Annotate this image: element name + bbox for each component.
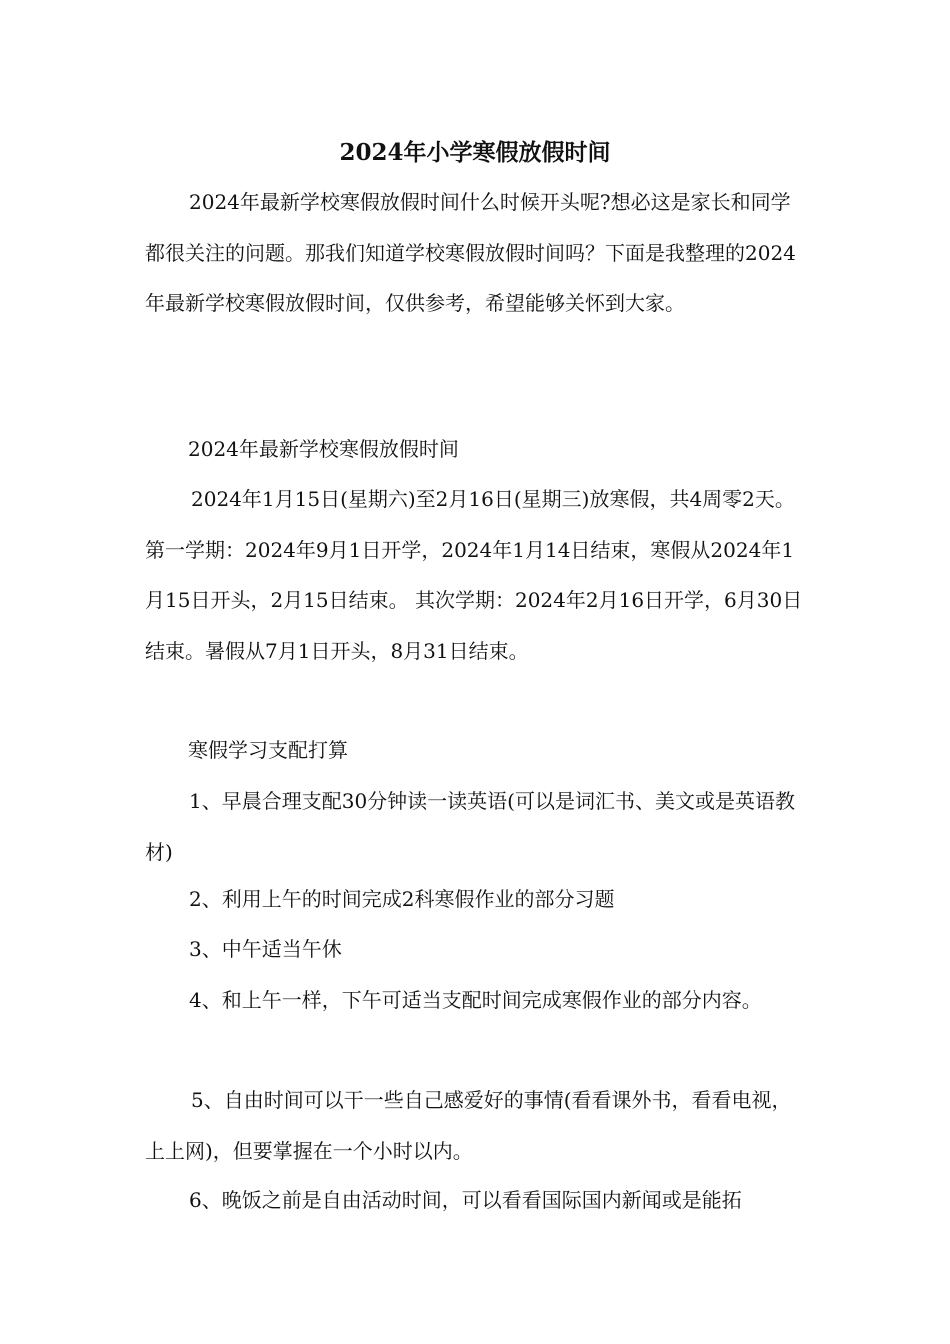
schedule-paragraph: 2024年1月15日(星期六)至2月16日(星期三)放寒假，共4周零2天。 第一学期：2024年9月1日开学，2024年1月14日结束，寒假从2024年1月15日开头，2月15日结束。 其次学期：2024年2月16日开学，6月30日结束。暑假从7月1日开头，8月31日结束。 bbox=[145, 487, 803, 663]
plan-item: 6、晚饭之前是自由活动时间，可以看看国际国内新闻或是能拓 bbox=[189, 1188, 742, 1212]
intro-paragraph: 2024年最新学校寒假放假时间什么时候开头呢?想必这是家长和同学都很关注的问题。那我们知道学校寒假放假时间吗？下面是我整理的2024年最新学校寒假放假时间，仅供参考，希望能够关怀到大家。 bbox=[145, 190, 796, 315]
plan-item: 5、自由时间可以干一些自己感爱好的事情(看看课外书，看看电视，上上网)，但要掌握在一个小时以内。 bbox=[145, 1088, 792, 1163]
section-heading: 2024年最新学校寒假放假时间 bbox=[188, 437, 459, 461]
document-title: 2024年小学寒假放假时间 bbox=[339, 139, 611, 166]
plan-item: 1、早晨合理支配30分钟读一读英语(可以是词汇书、美文或是英语教材) bbox=[145, 789, 795, 864]
plan-item: 2、利用上午的时间完成2科寒假作业的部分习题 bbox=[189, 887, 615, 911]
plan-item: 3、中午适当午休 bbox=[189, 937, 342, 961]
plan-item: 4、和上午一样，下午可适当支配时间完成寒假作业的部分内容。 bbox=[189, 988, 762, 1012]
plan-heading: 寒假学习支配打算 bbox=[188, 738, 348, 762]
